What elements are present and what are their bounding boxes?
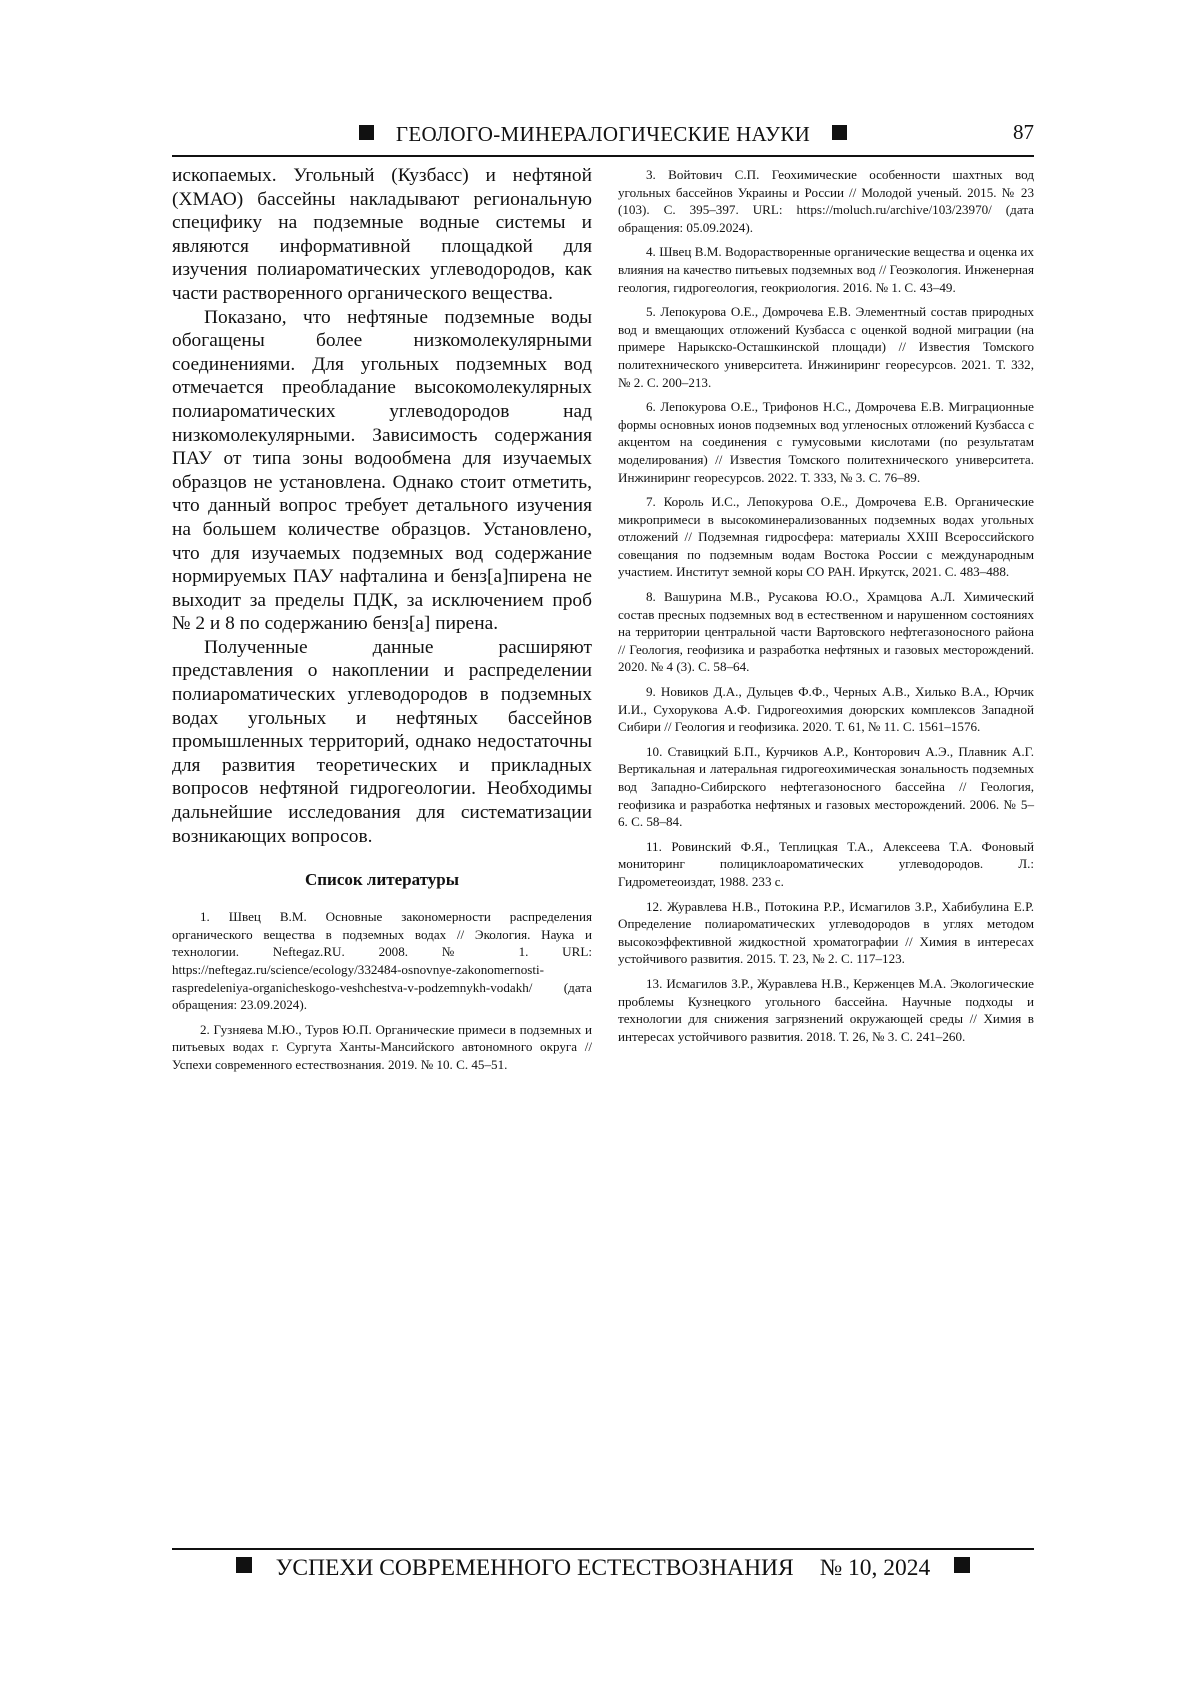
body-paragraph-1: ископаемых. Угольный (Кузбасс) и нефтяной (ХМАО) бассейны накладывают региональную специфику на подземные водные системы и являются информативной площадкой для изучения полиароматических углеводородов, как части растворенного органического вещества.: [172, 164, 592, 306]
references-heading: Список литературы: [172, 870, 592, 890]
running-header: [172, 118, 1034, 152]
reference-item: 3. Войтович С.П. Геохимические особенности шахтных вод угольных бассейнов Украины и России // Молодой ученый. 2015. № 23 (103). С. 395–397. URL: https://moluch.ru/archive/103/23970/ (дата обращения: 05.09.2024).: [618, 166, 1034, 236]
issue-number: № 10, 2024: [820, 1555, 931, 1581]
journal-name: УСПЕХИ СОВРЕМЕННОГО ЕСТЕСТВОЗНАНИЯ: [276, 1555, 794, 1581]
reference-item: 11. Ровинский Ф.Я., Теплицкая Т.А., Алексеева Т.А. Фоновый мониторинг полициклоароматических углеводородов. Л.: Гидрометеоиздат, 1988. 233 с.: [618, 838, 1034, 891]
reference-item: 13. Исмагилов З.Р., Журавлева Н.В., Керженцев М.А. Экологические проблемы Кузнецкого угольного бассейна. Научные подходы и технологии для снижения загрязнений окружающей среды // Химия в интересах устойчивого развития. 2018. Т. 26, № 3. С. 241–260.: [618, 975, 1034, 1045]
reference-item: 7. Король И.С., Лепокурова О.Е., Домрочева Е.В. Органические микропримеси в высокоминерализованных подземных водах угольных отложений // Подземная гидросфера: материалы XXIII Всероссийского совещания по подземным водам Востока России с международным участием. Институт земной коры СО РАН. Иркутск, 2021. С. 483–488.: [618, 493, 1034, 581]
running-footer: [172, 1555, 1034, 1595]
reference-item: 12. Журавлева Н.В., Потокина Р.Р., Исмагилов З.Р., Хабибулина Е.Р. Определение полиароматических углеводородов в углях методом высокоэффективной жидкостной хроматографии // Химия в интересах устойчивого развития. 2015. Т. 23, № 2. С. 117–123.: [618, 898, 1034, 968]
reference-item: 1. Швец В.М. Основные закономерности распределения органического вещества в подземных водах // Экология. Наука и технологии. Neftegaz.RU. 2008. № 1. URL: https://neftegaz.ru/science/ecology/332484-osnovnye-zakonomernosti-raspredeleniya-organicheskogo-veshchestva-v-podzemnykh-vodakh/ (дата обращения: 23.09.2024).: [172, 908, 592, 1014]
square-bullet-icon: [236, 1557, 252, 1573]
section-title-text: ГЕОЛОГО-МИНЕРАЛОГИЧЕСКИЕ НАУКИ: [396, 122, 810, 146]
section-title: [172, 122, 1034, 147]
reference-item: 10. Ставицкий Б.П., Курчиков А.Р., Конторович А.Э., Плавник А.Г. Вертикальная и латеральная гидрогеохимическая зональность подземных вод Западно-Сибирского нефтегазоносного бассейна // Геология, геофизика и разработка нефтяных и газовых месторождений. 2006. № 5–6. С. 58–84.: [618, 743, 1034, 831]
reference-item: 4. Швец В.М. Водорастворенные органические вещества и оценка их влияния на качество питьевых подземных вод // Геоэкология. Инженерная геология, гидрогеология, геокриология. 2016. № 1. С. 43–49.: [618, 243, 1034, 296]
square-bullet-icon: [359, 125, 374, 140]
reference-item: 8. Вашурина М.В., Русакова Ю.О., Храмцова А.Л. Химический состав пресных подземных вод в естественном и нарушенном состояниях на территории центральной части Вартовского нефтегазоносного района // Геология, геофизика и разработка нефтяных и газовых месторождений. 2020. № 4 (3). С. 58–64.: [618, 588, 1034, 676]
body-paragraph-3: Полученные данные расширяют представления о накоплении и распределении полиароматических углеводородов в подземных водах угольных и нефтяных бассейнов промышленных территорий, однако недостаточны для развития теоретических и прикладных вопросов нефтяной гидрогеологии. Необходимы дальнейшие исследования для систематизации возникающих вопросов.: [172, 636, 592, 848]
footer-rule: [172, 1548, 1034, 1550]
square-bullet-icon: [832, 125, 847, 140]
body-paragraph-2: Показано, что нефтяные подземные воды обогащены более низкомолекулярными соединениями. Для угольных подземных вод отмечается преобладание высокомолекулярных полиароматических углеводородов над низкомолекулярными. Зависимость содержания ПАУ от типа зоны водообмена для изучаемых образцов не установлена. Однако стоит отметить, что данный вопрос требует детального изучения на большем количестве образцов. Установлено, что для изучаемых подземных вод содержание нормируемых ПАУ нафталина и бенз[а]пирена не выходит за пределы ПДК, за исключением проб № 2 и 8 по содержанию бенз[а] пирена.: [172, 306, 592, 636]
page-number: 87: [1013, 120, 1034, 145]
reference-item: 5. Лепокурова О.Е., Домрочева Е.В. Элементный состав природных вод и вмещающих отложений Кузбасса с оценкой водной миграции (на примере Нарыкско-Осташкинской площади) // Известия Томского политехнического университета. Инжиниринг георесурсов. 2021. Т. 332, № 2. С. 200–213.: [618, 303, 1034, 391]
reference-item: 6. Лепокурова О.Е., Трифонов Н.С., Домрочева Е.В. Миграционные формы основных ионов подземных вод угленосных отложений Кузбасса с акцентом на соединения с гумусовыми кислотами (по результатам моделирования) // Известия Томского политехнического университета. Инжиниринг георесурсов. 2022. Т. 333, № 3. С. 76–89.: [618, 398, 1034, 486]
left-column: [172, 164, 592, 1081]
header-rule: [172, 155, 1034, 157]
reference-item: 9. Новиков Д.А., Дульцев Ф.Ф., Черных А.В., Хилько В.А., Юрчик И.И., Сухорукова А.Ф. Гидрогеохимия доюрских комплексов Западной Сибири // Геология и геофизика. 2020. Т. 61, № 11. С. 1561–1576.: [618, 683, 1034, 736]
square-bullet-icon: [954, 1557, 970, 1573]
reference-item: 2. Гузняева М.Ю., Туров Ю.П. Органические примеси в подземных и питьевых водах г. Сургута Ханты-Мансийского автономного округа // Успехи современного естествознания. 2019. № 10. С. 45–51.: [172, 1021, 592, 1074]
right-column: [618, 166, 1034, 1052]
